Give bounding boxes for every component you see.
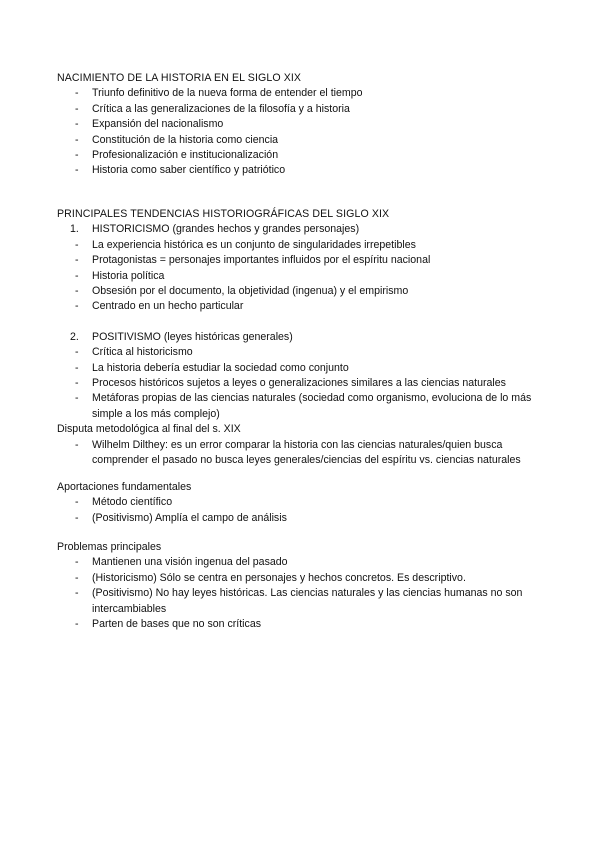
list-item: - Wilhelm Dilthey: es un error comparar la historia con las ciencias naturales/quien busca comprender el pasado no busca leyes generales/ciencias del espíritu vs. ciencias naturales: [57, 438, 547, 469]
bullet-list: [57, 438, 547, 469]
list-item: - Expansión del nacionalismo: [57, 117, 547, 132]
bullet-list: [57, 555, 547, 632]
list-item: - Protagonistas = personajes importantes influidos por el espíritu nacional: [57, 253, 547, 268]
section-title: PRINCIPALES TENDENCIAS HISTORIOGRÁFICAS DEL SIGLO XIX: [57, 208, 390, 220]
bullet-list: [57, 86, 547, 178]
list-item: - Historia como saber científico y patriótico: [57, 163, 547, 178]
numbered-item-historicismo: [57, 222, 547, 237]
section-nacimiento: [57, 71, 547, 179]
section-tendencias: [57, 207, 547, 469]
list-item: - Parten de bases que no son críticas: [57, 617, 547, 632]
item-number: 2.: [70, 330, 79, 343]
list-item: - La historia debería estudiar la sociedad como conjunto: [57, 361, 547, 376]
section-aportaciones: [57, 480, 547, 526]
section-problemas: [57, 540, 547, 632]
subsection-title: Disputa metodológica al final del s. XIX: [57, 423, 241, 436]
list-item: - Crítica a las generalizaciones de la filosofía y a historia: [57, 102, 547, 117]
section-title: NACIMIENTO DE LA HISTORIA EN EL SIGLO XIX: [57, 72, 302, 84]
list-item: - Mantienen una visión ingenua del pasado: [57, 555, 547, 570]
bullet-list: [57, 238, 547, 315]
list-item: - Crítica al historicismo: [57, 345, 547, 360]
list-item: - Triunfo definitivo de la nueva forma de entender el tiempo: [57, 86, 547, 101]
section-title: Problemas principales: [57, 541, 162, 553]
list-item: - Metáforas propias de las ciencias naturales (sociedad como organismo, evoluciona de lo más simple a los más complejo): [57, 391, 547, 422]
spacer: [57, 315, 547, 330]
list-item: - Procesos históricos sujetos a leyes o generalizaciones similares a las ciencias naturales: [57, 376, 547, 391]
list-item: - (Positivismo) No hay leyes históricas. Las ciencias naturales y las ciencias humanas no son intercambiables: [57, 586, 547, 617]
list-item: - Obsesión por el documento, la objetividad (ingenua) y el empirismo: [57, 284, 547, 299]
section-title: Aportaciones fundamentales: [57, 481, 192, 493]
numbered-list: [57, 222, 547, 237]
item-label: HISTORICISMO (grandes hechos y grandes personajes): [92, 223, 360, 236]
item-number: 1.: [70, 223, 79, 236]
list-item: - (Historicismo) Sólo se centra en personajes y hechos concretos. Es descriptivo.: [57, 571, 547, 586]
list-item: - Centrado en un hecho particular: [57, 299, 547, 314]
numbered-list: [57, 330, 547, 345]
list-item: - Historia política: [57, 269, 547, 284]
list-item: - La experiencia histórica es un conjunto de singularidades irrepetibles: [57, 238, 547, 253]
numbered-item-positivismo: [57, 330, 547, 345]
list-item: - Método científico: [57, 495, 547, 510]
item-label: POSITIVISMO (leyes históricas generales): [92, 330, 293, 343]
list-item: - Constitución de la historia como ciencia: [57, 133, 547, 148]
list-item: - Profesionalización e institucionalización: [57, 148, 547, 163]
bullet-list: [57, 495, 547, 526]
list-item: - (Positivismo) Amplía el campo de análisis: [57, 511, 547, 526]
bullet-list: [57, 345, 547, 422]
